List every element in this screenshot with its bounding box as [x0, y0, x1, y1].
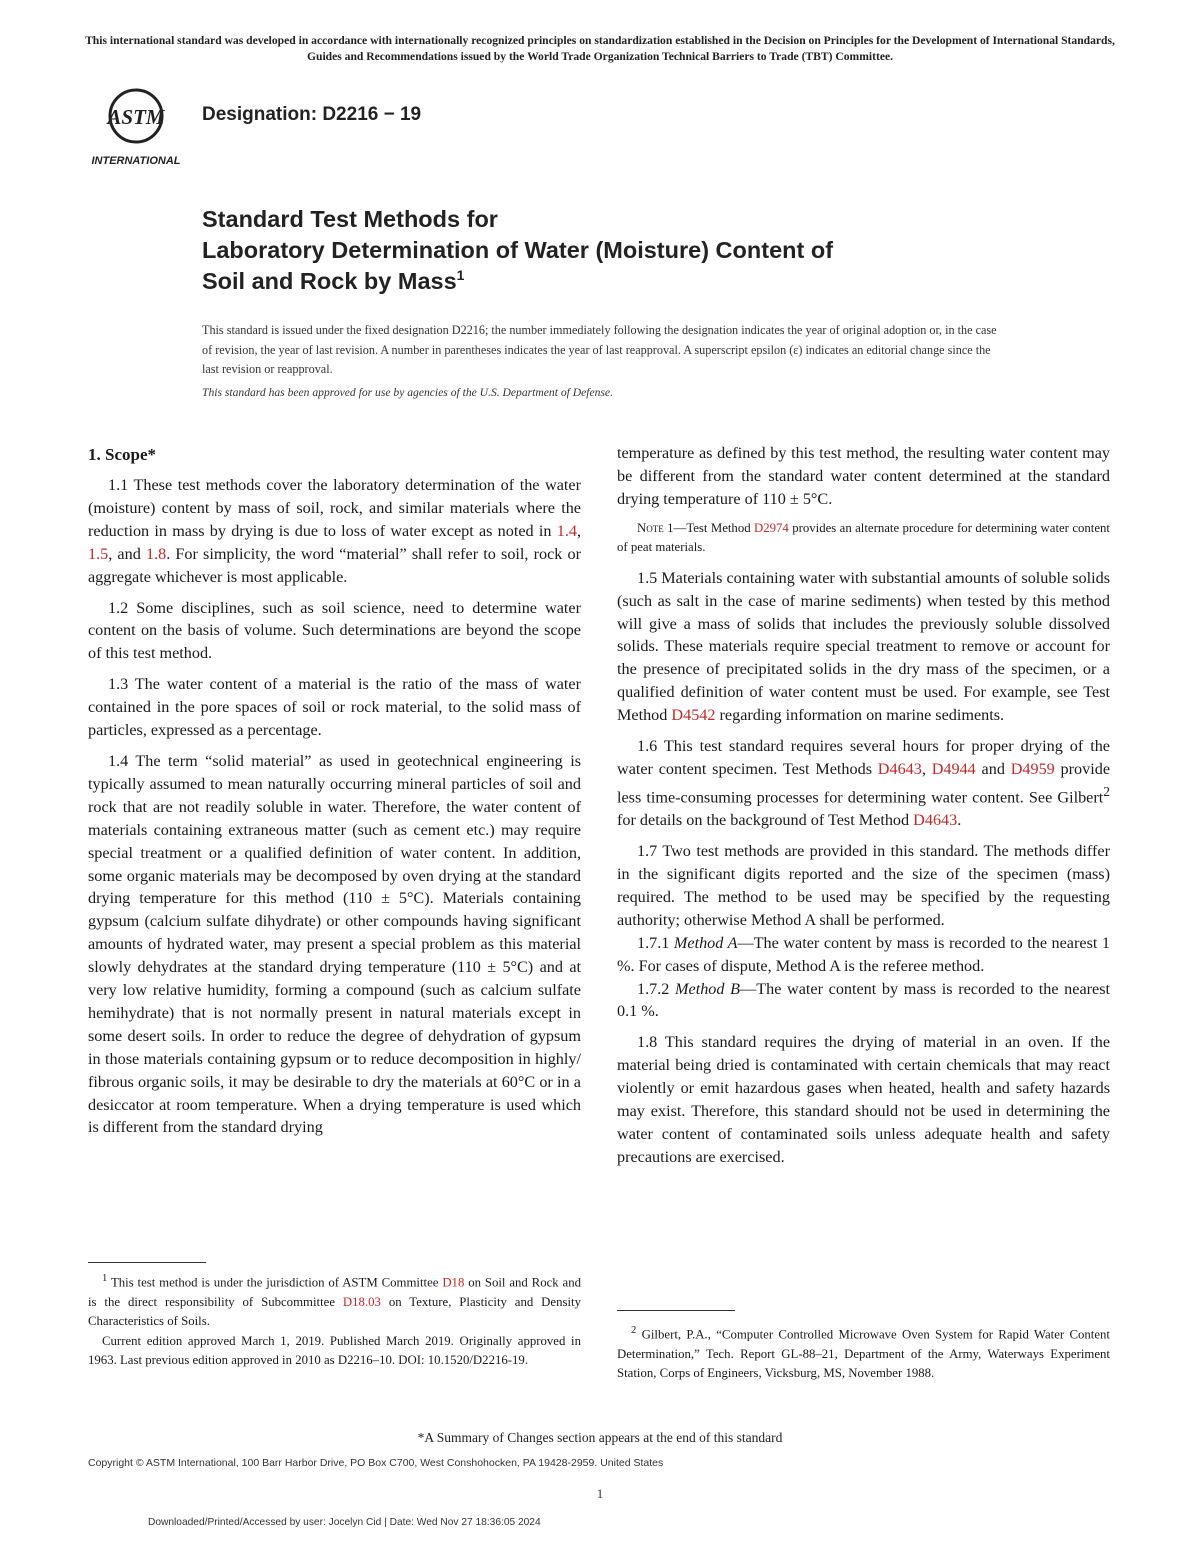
title-footnote-mark: 1 — [456, 267, 465, 284]
footnote-rule-right — [617, 1310, 735, 1311]
document-title — [202, 204, 1042, 297]
page-number: 1 — [596, 1486, 604, 1501]
logo-mark: ASTM — [107, 105, 165, 129]
paragraph-1-4-continued: temperature as defined by this test method, the resulting water content may be different from the standard water content determined at the standard drying temperature of 110 ± 5°C. — [617, 444, 1110, 508]
paragraph-1-8: 1.8 This standard requires the drying of material in an oven. If the material being dried is contaminated with certain chemicals that may react violently or emit hazardous gases when heated, health and safety hazards may exist. Therefore, this standard should not be used in determining the water content of contaminated soils unless adequate health and safety precautions are exercised. — [617, 1033, 1110, 1166]
footnotes-right — [617, 1310, 1110, 1384]
ref-link-1-4[interactable]: 1.4 — [556, 521, 577, 540]
right-column — [617, 442, 1110, 1177]
astm-logo — [88, 86, 188, 168]
ref-link-d18-03[interactable]: D18.03 — [342, 1294, 381, 1309]
ref-link-1-8[interactable]: 1.8 — [145, 544, 167, 563]
footnote-rule — [88, 1262, 206, 1263]
astm-logo-icon — [88, 86, 188, 168]
section-heading-scope: 1. Scope* — [88, 445, 156, 464]
paragraph-1-6: 1.6 This test standard requires several hours for proper drying of the water content specimen. Test Methods D4643, D4944 and D4959 provide less time-consuming processes for determining water content. See Gilbert$^2$ for details on the background of Test Method D4643. — [617, 737, 1111, 830]
paragraph-1-1: 1.1 These test methods cover the laboratory determination of the water (moisture) content by mass of soil, rock, and similar materials where the reduction in mass by drying is due to loss of water except as noted in 1.4, 1.5, and 1.8. For simplicity, the word “material” shall refer to soil, rock or aggregate whichever is most applicable. — [88, 476, 582, 586]
ref-link-1-5[interactable]: 1.5 — [88, 544, 109, 563]
ref-link-d4643[interactable]: D4643 — [877, 759, 922, 778]
paragraph-1-7: 1.7 Two test methods are provided in this standard. The methods differ in the significant digits reported and the size of the specimen (mass) required. The method to be used may be specified by the requesting authority; otherwise Method A shall be performed. — [617, 842, 1110, 929]
footnotes-left — [88, 1262, 581, 1371]
ref-link-d4944[interactable]: D4944 — [931, 759, 976, 778]
title-line-2: Laboratory Determination of Water (Moisture) Content of — [202, 237, 834, 263]
title-line-1: Standard Test Methods for — [202, 206, 498, 232]
ref-link-d4542[interactable]: D4542 — [671, 706, 716, 725]
paragraph-1-3: 1.3 The water content of a material is the ratio of the mass of water contained in the pore spaces of soil or rock material, to the solid mass of particles, expressed as a percentage. — [88, 675, 581, 740]
left-column — [88, 442, 581, 1139]
edition-note: Current edition approved March 1, 2019. Published March 2019. Originally approved in 1963. Last previous edition approved in 2010 as D2216–10. DOI: 10.1520/D2216-19. — [88, 1333, 581, 1368]
copyright-line: Copyright © ASTM International, 100 Barr Harbor Drive, PO Box C700, West Conshohocken, PA 19428-2959. United States — [88, 1457, 664, 1469]
note-1: Note 1—Test Method D2974 provides an alternate procedure for determining water content of peat materials. — [617, 520, 1110, 554]
ref-link-d2974[interactable]: D2974 — [754, 520, 789, 535]
issued-statement: This standard is issued under the fixed designation D2216; the number immediately following the designation indicates the year of original adoption or, in the case of revision, the year of last revision. A number in parentheses indicates the year of last reapproval. A superscript epsilon (ε) indicates an editorial change since the last revision or reapproval. — [202, 323, 997, 376]
logo-subtitle: INTERNATIONAL — [91, 155, 181, 167]
footnote-2: $^2$ Gilbert, P.A., “Computer Controlled Microwave Oven System for Rapid Water Content Determination,” Tech. Report GL-88–21, Department of the Army, Waterways Experiment Station, Corps of Engineers, Vicksburg, MS, November 1988. — [617, 1325, 1110, 1381]
designation: Designation: D2216 − 19 — [202, 104, 422, 125]
ref-link-d18[interactable]: D18 — [442, 1275, 465, 1290]
title-line-3: Soil and Rock by Mass$^1$ — [202, 267, 465, 294]
footnote-1: $^1$ This test method is under the jurisdiction of ASTM Committee D18 on Soil and Rock and is the direct responsibility of Subcommittee D18.03 on Texture, Plasticity and Density Characteristics of Soils. — [88, 1273, 581, 1329]
dod-approval: This standard has been approved for use by agencies of the U.S. Department of Defense. — [202, 386, 613, 399]
paragraph-1-7-1: 1.7.1 Method A—The water content by mass is recorded to the nearest 1 %. For cases of dispute, Method A is the referee method. — [617, 933, 1110, 975]
ref-link-d4959[interactable]: D4959 — [1010, 759, 1055, 778]
paragraph-1-4: 1.4 The term “solid material” as used in geotechnical engineering is typically assumed to mean naturally occurring mineral particles of soil and rock that are not readily soluble in water. Therefore, the water content of materials containing extraneous matter (such as cement etc.) may require special treatment or a qualified definition of water content. In addition, some organic materials may be decomposed by oven drying at the standard drying temperature for this method (110 ± 5°C). Materials containing gypsum (calcium sulfate dihydrate) or other compounds having significant amounts of hydrated water, may present a special problem as this material slowly dehydrates at the standard drying temperature (110 ± 5°C) and at very low relative humidity, forming a compound (such as calcium sulfate hemihydrate) that is not normally present in natural materials except in some desert soils. In order to reduce the degree of dehydration of gypsum in those materials containing gypsum or to reduce decomposition in highly/ fibrous organic soils, it may be desirable to dry the materials at 60°C or in a desiccator at room temperature. When a drying temperature is used which is different from the standard drying — [88, 751, 581, 1137]
ref-link-d4643-2[interactable]: D4643 — [913, 811, 958, 830]
paragraph-1-7-2: 1.7.2 Method B—The water content by mass is recorded to the nearest 0.1 %. — [617, 979, 1110, 1021]
paragraph-1-5: 1.5 Materials containing water with substantial amounts of soluble solids (such as salt in the case of marine sediments) when tested by this method will give a mass of solids that includes the previously soluble dissolved solids. These materials require special treatment to remove or account for the presence of precipitated solids in the dry mass of the specimen, or a qualified definition of water content must be used. For example, see Test Method D4542 regarding information on marine sediments. — [617, 568, 1110, 725]
paragraph-1-2: 1.2 Some disciplines, such as soil science, need to determine water content on the basis of volume. Such determinations are beyond the scope of this test method. — [88, 598, 581, 663]
summary-of-changes-note: *A Summary of Changes section appears at the end of this standard — [417, 1430, 783, 1445]
header-notice: This international standard was developed in accordance with internationally recognized principles on standardization established in the Decision on Principles for the Development of International Standards, Guides and Recommendations issued by the World Trade Organization Technical Barriers to Trade (TBT) Committee. — [85, 34, 1115, 63]
download-stamp: Downloaded/Printed/Accessed by user: Jocelyn Cid | Date: Wed Nov 27 18:36:05 2024 — [148, 1517, 541, 1528]
